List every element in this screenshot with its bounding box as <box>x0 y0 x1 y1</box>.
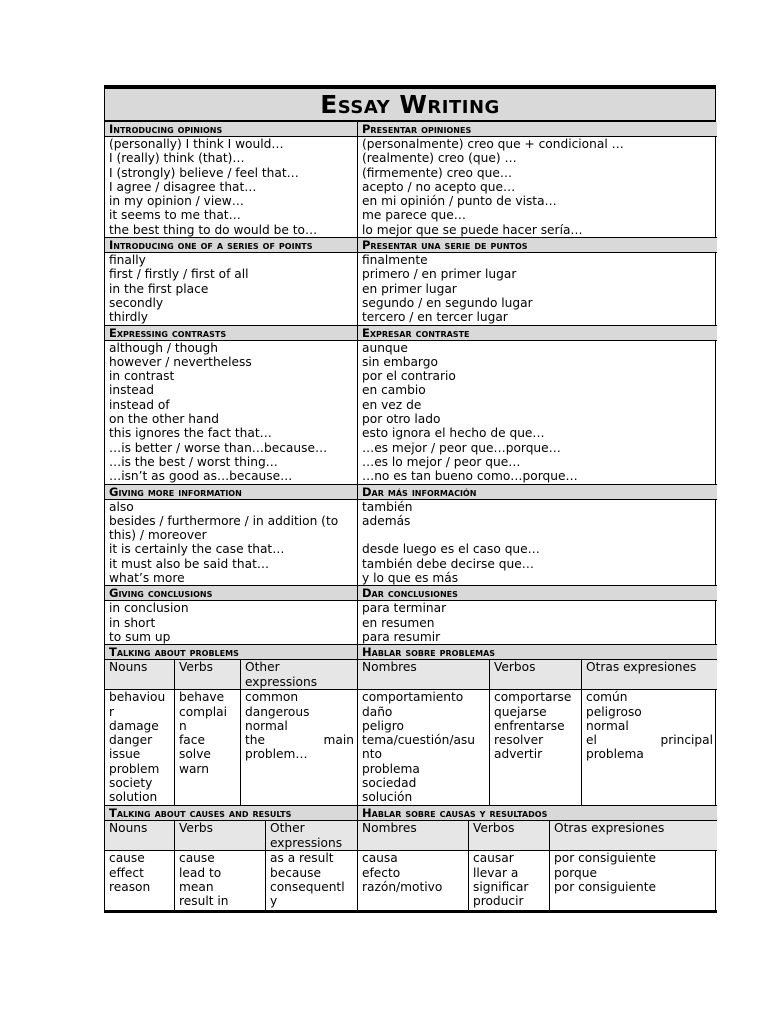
phrase-line: …isn’t as good as…because… <box>109 469 293 484</box>
phrase-line: (personalmente) creo que + condicional … <box>362 137 624 151</box>
word-line: mean <box>179 879 214 894</box>
section-header-es: Hablar sobre causas y resultados <box>358 806 717 821</box>
phrase-line: what’s more <box>109 571 185 586</box>
spanish-phrases <box>358 500 717 587</box>
phrase-line: the best thing to do would be to… <box>109 222 318 237</box>
col-header: Nouns <box>105 821 175 850</box>
word-line: normal <box>245 718 288 733</box>
problems-es-cells <box>358 690 717 806</box>
phrase-line: on the other hand <box>109 412 219 427</box>
english-phrases <box>105 341 358 485</box>
phrase-line: (firmemente) creo que… <box>362 165 513 180</box>
section-header-en: Introducing opinions <box>105 122 358 137</box>
phrase-line: además <box>362 513 411 528</box>
verbs-cell <box>175 690 241 805</box>
word-line: efecto <box>362 865 401 880</box>
word-line: danger <box>109 733 153 748</box>
section-header-en: Talking about causes and results <box>105 806 358 821</box>
word-line: dangerous <box>245 704 310 719</box>
word-line: face <box>179 733 205 748</box>
other-expressions-cell <box>266 851 358 910</box>
phrase-line: …es mejor / peor que…porque… <box>362 440 561 455</box>
section-body-row <box>104 137 716 238</box>
phrase-line: tercero / en tercer lugar <box>362 310 508 325</box>
phrase-line: this) / moreover <box>109 528 207 543</box>
phrase-line: also <box>109 499 134 514</box>
col-header: Nouns <box>105 660 175 689</box>
verbos-cell <box>490 690 582 805</box>
phrase-line: también <box>362 499 413 514</box>
phrase-line <box>362 528 713 542</box>
phrase-line: esto ignora el hecho de que… <box>362 426 545 441</box>
col-header: Verbs <box>175 660 241 689</box>
word-line: producir <box>473 894 524 909</box>
word-line: problema <box>586 747 644 762</box>
word-line: peligro <box>362 718 404 733</box>
phrase-line: …is the best / worst thing… <box>109 454 278 469</box>
phrase-line: me parece que… <box>362 208 466 223</box>
verbos-cell <box>469 851 550 910</box>
phrase-line: in short <box>109 615 156 630</box>
word-line: society <box>109 775 153 790</box>
word-line: damage <box>109 718 159 733</box>
phrase-line: it is certainly the case that… <box>109 542 285 557</box>
word-line: problem <box>109 761 160 776</box>
phrase-line: however / nevertheless <box>109 354 252 369</box>
word-line: problem… <box>245 747 308 762</box>
phrase-line: in my opinion / view… <box>109 194 244 209</box>
phrase-line: en vez de <box>362 397 422 412</box>
section-body-row <box>104 601 716 645</box>
word-line: comportamiento <box>362 690 464 705</box>
phrase-line: en mi opinión / punto de vista… <box>362 194 557 209</box>
section-header-row <box>104 238 716 253</box>
section-header-row <box>104 122 716 137</box>
word-line: effect <box>109 865 144 880</box>
phrase-line: aunque <box>362 340 408 355</box>
phrase-line: finalmente <box>362 253 428 268</box>
phrase-line: también debe decirse que… <box>362 556 534 571</box>
nombres-cell <box>358 851 469 910</box>
phrase-line: finally <box>109 253 146 268</box>
word-line: sociedad <box>362 775 417 790</box>
word-line: daño <box>362 704 393 719</box>
phrase-line: …es lo mejor / peor que… <box>362 454 521 469</box>
section-header-es: Presentar opiniones <box>358 122 717 137</box>
causes-es-col-headers <box>358 821 717 851</box>
word-line: normal <box>586 718 629 733</box>
word-line: result in <box>179 894 229 909</box>
phrase-line: para terminar <box>362 601 447 616</box>
word-line: el principal <box>586 733 713 748</box>
phrase-line: secondly <box>109 295 164 310</box>
phrase-line: acepto / no acepto que… <box>362 179 516 194</box>
word-line: significar <box>473 879 529 894</box>
section-header-es: Hablar sobre problemas <box>358 645 717 660</box>
english-phrases <box>105 253 358 325</box>
phrase-line: besides / furthermore / in addition (to <box>109 513 339 528</box>
word-line: r <box>109 704 115 719</box>
phrase-line: primero / en primer lugar <box>362 267 517 282</box>
word-line: quejarse <box>494 704 547 719</box>
word-line: por consiguiente <box>554 879 657 894</box>
essay-writing-sheet <box>104 85 716 913</box>
phrase-line: first / firstly / first of all <box>109 267 249 282</box>
phrase-line: lo mejor que se puede hacer sería… <box>362 222 583 237</box>
word-line: because <box>270 865 321 880</box>
phrase-line: in contrast <box>109 369 175 384</box>
word-line: consequentl <box>270 879 345 894</box>
phrase-line: I (really) think (that)… <box>109 151 245 166</box>
word-line: behaviou <box>109 690 166 705</box>
word-line: cause <box>179 851 215 866</box>
col-header: Otras expresiones <box>586 660 697 675</box>
section-header-en: Giving more information <box>105 485 358 500</box>
phrase-line: I agree / disagree that… <box>109 179 257 194</box>
causes-table <box>104 821 716 913</box>
page-title: Essay Writing <box>104 85 716 122</box>
english-phrases <box>105 601 358 645</box>
spanish-phrases <box>358 601 717 645</box>
col-header: Nombres <box>358 821 469 850</box>
nouns-cell <box>105 851 175 910</box>
problems-es-col-headers <box>358 660 717 690</box>
word-line: porque <box>554 865 597 880</box>
nouns-cell <box>105 690 175 805</box>
causes-section <box>104 806 716 821</box>
problems-en-col-headers <box>105 660 357 690</box>
otras-expresiones-cell <box>582 690 717 805</box>
word-line: complai <box>179 704 228 719</box>
english-phrases <box>105 500 358 587</box>
col-header: Other expressions <box>270 821 343 850</box>
causes-es-cells <box>358 851 717 913</box>
word-line: comportarse <box>494 690 572 705</box>
phrase-line: it seems to me that… <box>109 208 241 223</box>
section-header-es: Dar más información <box>358 485 717 500</box>
section-header-row <box>104 326 716 341</box>
col-header: Other expressions <box>245 660 318 689</box>
spanish-phrases <box>358 253 717 325</box>
word-line: behave <box>179 690 225 705</box>
causes-en-col-headers <box>105 821 357 851</box>
word-line: as a result <box>270 851 334 866</box>
phrase-line: I (strongly) believe / feel that… <box>109 165 299 180</box>
phrase-line: en primer lugar <box>362 281 457 296</box>
word-line: advertir <box>494 747 543 762</box>
other-expressions-cell <box>241 690 358 805</box>
word-line: causar <box>473 851 514 866</box>
phrase-line: por otro lado <box>362 412 441 427</box>
verbs-cell <box>175 851 266 910</box>
otras-expresiones-cell <box>550 851 717 910</box>
phrase-sections <box>104 122 716 645</box>
phrase-line: instead of <box>109 397 170 412</box>
section-header-en: Talking about problems <box>105 645 358 660</box>
col-header: Nombres <box>358 660 490 689</box>
word-line: the main <box>245 733 354 748</box>
word-line: tema/cuestión/asu <box>362 733 475 748</box>
section-header-en: Introducing one of a series of points <box>105 238 358 253</box>
word-line: cause <box>109 851 145 866</box>
word-line: lead to <box>179 865 222 880</box>
word-line: solve <box>179 747 211 762</box>
phrase-line: although / though <box>109 340 218 355</box>
word-line: peligroso <box>586 704 642 719</box>
phrase-line: por el contrario <box>362 369 456 384</box>
word-line: solution <box>109 790 158 805</box>
word-line: llevar a <box>473 865 519 880</box>
word-line: y <box>270 894 278 909</box>
word-line: nto <box>362 747 382 762</box>
causes-en-cells <box>105 851 357 913</box>
word-line: n <box>179 718 187 733</box>
section-header-en: Expressing contrasts <box>105 326 358 341</box>
phrase-line: …no es tan bueno como…porque… <box>362 469 578 484</box>
word-line: razón/motivo <box>362 879 443 894</box>
phrase-line: to sum up <box>109 629 171 644</box>
phrase-line: (personally) I think I would… <box>109 137 284 151</box>
word-line: resolver <box>494 733 544 748</box>
phrase-line: en resumen <box>362 615 435 630</box>
phrase-line: it must also be said that… <box>109 556 270 571</box>
col-header: Verbos <box>490 660 582 689</box>
phrase-line: instead <box>109 383 154 398</box>
section-header-en: Giving conclusions <box>105 586 358 601</box>
phrase-line: segundo / en segundo lugar <box>362 295 533 310</box>
section-body-row <box>104 500 716 587</box>
phrase-line: para resumir <box>362 629 441 644</box>
word-line: solución <box>362 790 413 805</box>
phrase-line: sin embargo <box>362 354 438 369</box>
col-header: Verbs <box>175 821 266 850</box>
word-line: issue <box>109 747 141 762</box>
phrase-line: thirdly <box>109 310 149 325</box>
section-body-row <box>104 253 716 325</box>
word-line: común <box>586 690 628 705</box>
phrase-line: en cambio <box>362 383 426 398</box>
phrase-line: …is better / worse than…because… <box>109 440 328 455</box>
phrase-line: desde luego es el caso que… <box>362 542 540 557</box>
phrase-line: in conclusion <box>109 601 189 616</box>
col-header: Verbos <box>469 821 550 850</box>
phrase-line: in the first place <box>109 281 209 296</box>
problems-table <box>104 660 716 806</box>
phrase-line: y lo que es más <box>362 571 459 586</box>
word-line: causa <box>362 851 398 866</box>
word-line: enfrentarse <box>494 718 565 733</box>
word-line: reason <box>109 879 151 894</box>
spanish-phrases <box>358 341 717 485</box>
nombres-cell <box>358 690 490 805</box>
section-header-es: Expresar contraste <box>358 326 717 341</box>
spanish-phrases <box>358 137 717 238</box>
phrase-line: (realmente) creo (que) … <box>362 151 517 166</box>
section-body-row <box>104 341 716 485</box>
english-phrases <box>105 137 358 238</box>
problems-section <box>104 645 716 660</box>
word-line: por consiguiente <box>554 851 657 866</box>
section-header-row <box>104 485 716 500</box>
section-header-es: Dar conclusiones <box>358 586 717 601</box>
col-header: Otras expresiones <box>554 821 665 836</box>
word-line: warn <box>179 761 209 776</box>
phrase-line: this ignores the fact that… <box>109 426 272 441</box>
section-header-row <box>104 586 716 601</box>
problems-en-cells <box>105 690 357 806</box>
word-line: common <box>245 690 299 705</box>
section-header-es: Presentar una serie de puntos <box>358 238 717 253</box>
word-line: problema <box>362 761 420 776</box>
